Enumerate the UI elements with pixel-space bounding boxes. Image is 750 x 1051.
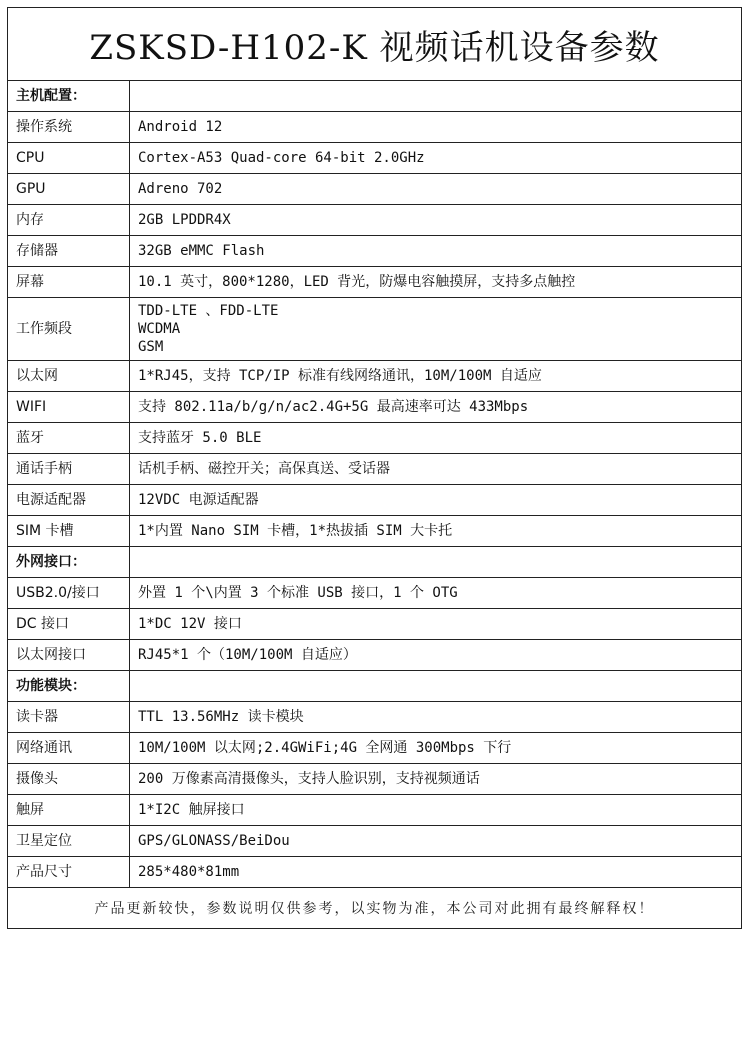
spec-value: GPS/GLONASS/BeiDou: [130, 826, 742, 857]
section-title: 主机配置：: [8, 81, 130, 112]
spec-value: 外置 1 个\内置 3 个标准 USB 接口，1 个 OTG: [130, 578, 742, 609]
table-row: [8, 795, 741, 826]
spec-value: 支持 802.11a/b/g/n/ac2.4G+5G 最高速率可达 433Mbps: [130, 392, 742, 423]
spec-label: 卫星定位: [8, 826, 130, 857]
table-row: [8, 423, 741, 454]
section-title: 功能模块：: [8, 671, 130, 702]
spec-label: SIM 卡槽: [8, 516, 130, 547]
section-header-row: [8, 671, 741, 702]
spec-value: 1*I2C 触屏接口: [130, 795, 742, 826]
table-row: [8, 392, 741, 423]
spec-table: [8, 81, 741, 888]
spec-label: 触屏: [8, 795, 130, 826]
table-row: [8, 640, 741, 671]
spec-value: 10.1 英寸，800*1280，LED 背光，防爆电容触摸屏，支持多点触控: [130, 267, 742, 298]
spec-value: 285*480*81mm: [130, 857, 742, 888]
table-row: [8, 267, 741, 298]
spec-label: 内存: [8, 205, 130, 236]
spec-value: 12VDC 电源适配器: [130, 485, 742, 516]
table-row: [8, 702, 741, 733]
spec-label: 工作频段: [8, 298, 130, 361]
spec-label: 产品尺寸: [8, 857, 130, 888]
spec-value: RJ45*1 个（10M/100M 自适应）: [130, 640, 742, 671]
spec-value: 话机手柄、磁控开关；高保真送、受话器: [130, 454, 742, 485]
table-row: [8, 578, 741, 609]
table-row: [8, 143, 741, 174]
table-row: [8, 485, 741, 516]
table-row: [8, 298, 741, 361]
spec-sheet: [7, 7, 742, 929]
spec-value: 1*RJ45，支持 TCP/IP 标准有线网络通讯，10M/100M 自适应: [130, 361, 742, 392]
spec-value: Android 12: [130, 112, 742, 143]
spec-value-line: TDD-LTE 、FDD-LTE: [138, 303, 279, 319]
table-row: [8, 826, 741, 857]
spec-label: 操作系统: [8, 112, 130, 143]
spec-value-line: WCDMA: [138, 321, 181, 337]
spec-value-line: GSM: [138, 339, 164, 355]
spec-label: 蓝牙: [8, 423, 130, 454]
section-empty-cell: [130, 547, 742, 578]
spec-label: 网络通讯: [8, 733, 130, 764]
spec-label: GPU: [8, 174, 130, 205]
table-row: [8, 174, 741, 205]
table-row: [8, 361, 741, 392]
section-title: 外网接口：: [8, 547, 130, 578]
spec-label: DC 接口: [8, 609, 130, 640]
table-row: [8, 205, 741, 236]
disclaimer-footer: 产品更新较快，参数说明仅供参考，以实物为准，本公司对此拥有最终解释权！: [94, 901, 655, 917]
spec-value: [130, 298, 742, 361]
spec-value: TTL 13.56MHz 读卡模块: [130, 702, 742, 733]
spec-label: 通话手柄: [8, 454, 130, 485]
spec-value: Cortex-A53 Quad-core 64-bit 2.0GHz: [130, 143, 742, 174]
spec-label: 以太网接口: [8, 640, 130, 671]
spec-value: 10M/100M 以太网;2.4GWiFi;4G 全网通 300Mbps 下行: [130, 733, 742, 764]
spec-label: 读卡器: [8, 702, 130, 733]
table-row: [8, 609, 741, 640]
table-row: [8, 733, 741, 764]
spec-label: 以太网: [8, 361, 130, 392]
spec-label: 存储器: [8, 236, 130, 267]
spec-label: USB2.0/接口: [8, 578, 130, 609]
section-empty-cell: [130, 671, 742, 702]
section-header-row: [8, 547, 741, 578]
spec-label: 摄像头: [8, 764, 130, 795]
spec-value: 1*内置 Nano SIM 卡槽，1*热拔插 SIM 大卡托: [130, 516, 742, 547]
spec-label: 电源适配器: [8, 485, 130, 516]
page-title: ZSKSD-H102-K 视频话机设备参数: [8, 8, 741, 81]
spec-value: Adreno 702: [130, 174, 742, 205]
spec-value: 32GB eMMC Flash: [130, 236, 742, 267]
table-row: [8, 764, 741, 795]
spec-label: 屏幕: [8, 267, 130, 298]
table-row: [8, 112, 741, 143]
table-row: [8, 236, 741, 267]
table-row: [8, 454, 741, 485]
spec-value: 2GB LPDDR4X: [130, 205, 742, 236]
spec-value: 支持蓝牙 5.0 BLE: [130, 423, 742, 454]
section-header-row: [8, 81, 741, 112]
spec-label: WIFI: [8, 392, 130, 423]
section-empty-cell: [130, 81, 742, 112]
spec-value: 1*DC 12V 接口: [130, 609, 742, 640]
spec-value: 200 万像素高清摄像头，支持人脸识别，支持视频通话: [130, 764, 742, 795]
spec-label: CPU: [8, 143, 130, 174]
table-row: [8, 516, 741, 547]
table-row: [8, 857, 741, 888]
